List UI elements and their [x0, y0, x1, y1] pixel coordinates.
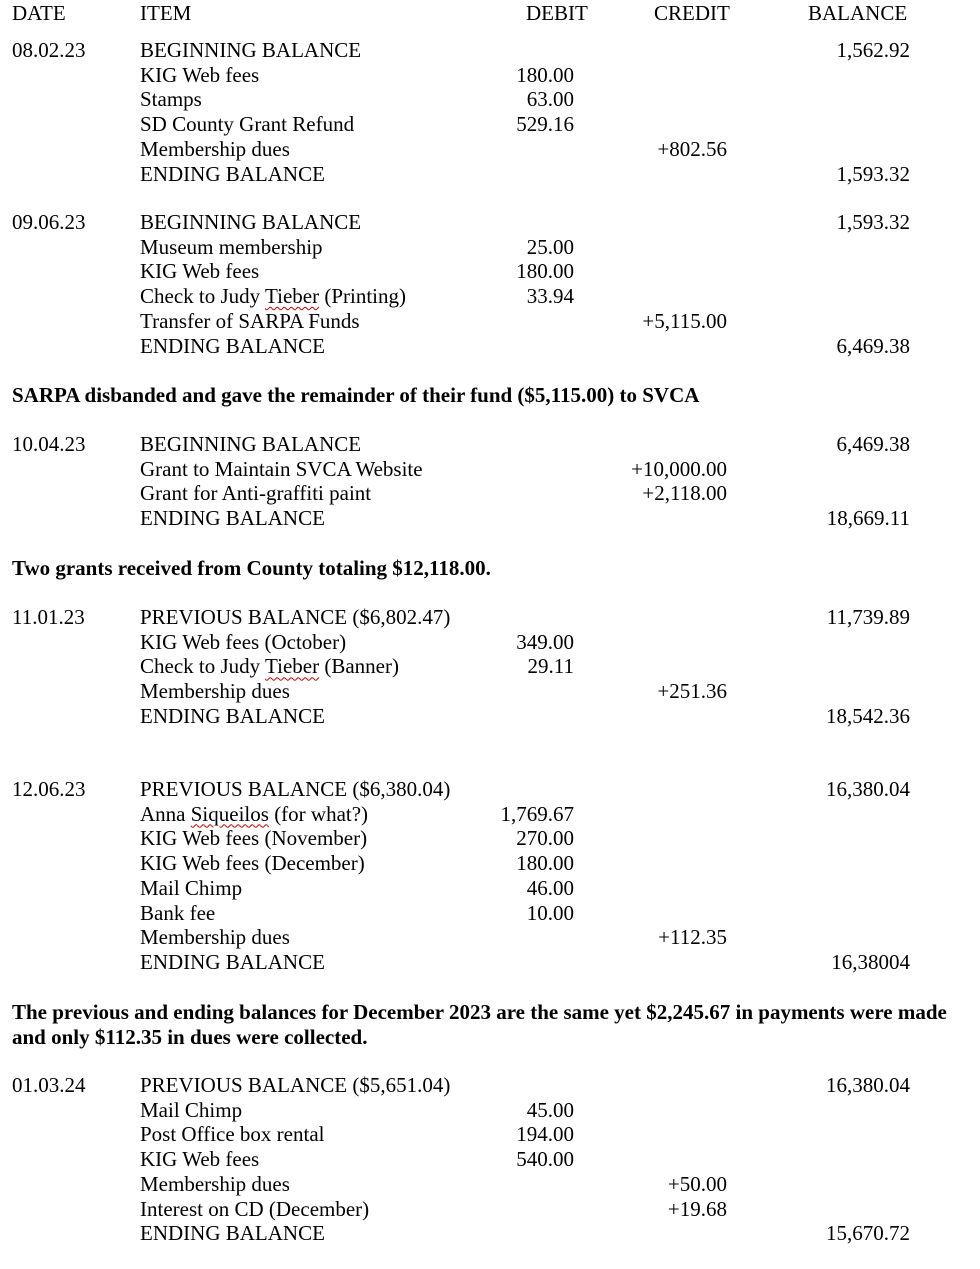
spellcheck-flagged-word: Tieber	[265, 284, 320, 309]
row-balance: 1,562.92	[836, 38, 910, 62]
row-item: Bank fee	[140, 900, 216, 925]
ledger-row	[0, 679, 980, 704]
row-item: Membership dues	[140, 136, 290, 161]
row-balance: 1,593.32	[836, 210, 910, 234]
row-debit: 349.00	[516, 629, 574, 654]
ledger-row	[0, 432, 980, 457]
ledger-row	[0, 137, 980, 162]
row-item: Mail Chimp	[140, 875, 243, 900]
row-date: 09.06.23	[12, 210, 86, 234]
ledger-row	[0, 826, 980, 851]
ledger-row	[0, 210, 980, 235]
row-item: BEGINNING BALANCE	[140, 432, 362, 456]
row-item: Post Office box rental	[140, 1122, 325, 1147]
row-item: ENDING BALANCE	[140, 1221, 325, 1246]
row-credit: +802.56	[657, 136, 727, 161]
row-debit: 10.00	[526, 900, 574, 925]
section-note: The previous and ending balances for December 2023 are the same yet $2,245.67 in payments were made and only $112.35 in dues were collected.	[12, 1000, 947, 1049]
ledger-row	[0, 334, 980, 359]
row-debit: 46.00	[526, 875, 574, 900]
row-balance: 15,670.72	[826, 1221, 910, 1246]
ledger-row	[0, 802, 980, 827]
ledger-row	[0, 630, 980, 655]
row-credit: +5,115.00	[642, 308, 727, 333]
section-note: SARPA disbanded and gave the remainder of their fund ($5,115.00) to SVCA	[12, 383, 700, 407]
ledger-row	[0, 284, 980, 309]
row-item: ENDING BALANCE	[140, 333, 325, 358]
row-balance: 18,669.11	[826, 506, 910, 531]
row-item: Transfer of SARPA Funds	[140, 308, 360, 333]
ledger-row	[0, 87, 980, 112]
ledger-row	[0, 925, 980, 950]
section-note: Two grants received from County totaling $12,118.00.	[12, 556, 491, 580]
header-item: ITEM	[140, 1, 192, 25]
row-item: Anna Siqueilos (for what?)	[140, 801, 369, 826]
row-item: KIG Web fees	[140, 259, 260, 284]
row-item: Membership dues	[140, 925, 290, 950]
row-debit: 1,769.67	[500, 801, 574, 826]
row-date: 08.02.23	[12, 38, 86, 62]
ledger-row	[0, 950, 980, 975]
row-item: PREVIOUS BALANCE ($5,651.04)	[140, 1073, 451, 1097]
row-item: Membership dues	[140, 1171, 290, 1196]
row-item: ENDING BALANCE	[140, 506, 325, 531]
row-credit: +2,118.00	[642, 481, 727, 506]
ledger-row	[0, 876, 980, 901]
ledger-row	[0, 1197, 980, 1222]
row-date: 11.01.23	[12, 605, 85, 629]
row-item: PREVIOUS BALANCE ($6,380.04)	[140, 777, 451, 801]
row-item: Stamps	[140, 87, 202, 112]
row-credit: +19.68	[667, 1196, 727, 1221]
ledger-row	[0, 112, 980, 137]
row-debit: 33.94	[526, 284, 574, 309]
row-date: 01.03.24	[12, 1073, 86, 1097]
row-item: Museum membership	[140, 234, 323, 259]
row-debit: 540.00	[516, 1147, 574, 1172]
row-debit: 194.00	[516, 1122, 574, 1147]
row-item: PREVIOUS BALANCE ($6,802.47)	[140, 605, 451, 629]
header-balance: BALANCE	[808, 1, 908, 25]
row-balance: 16,380.04	[826, 777, 910, 801]
row-item: Mail Chimp	[140, 1097, 243, 1122]
ledger-row	[0, 235, 980, 260]
row-debit: 529.16	[516, 112, 574, 137]
row-debit: 180.00	[516, 851, 574, 876]
row-debit: 29.11	[527, 654, 574, 679]
ledger-row	[0, 506, 980, 531]
row-item: ENDING BALANCE	[140, 949, 325, 974]
ledger-row	[0, 654, 980, 679]
ledger-row	[0, 259, 980, 284]
ledger-row	[0, 851, 980, 876]
ledger-row	[0, 901, 980, 926]
row-credit: +251.36	[657, 679, 727, 704]
row-item: Check to Judy Tieber (Banner)	[140, 654, 399, 679]
row-item: KIG Web fees	[140, 62, 260, 87]
header-credit: CREDIT	[654, 1, 730, 25]
row-item: ENDING BALANCE	[140, 161, 325, 186]
row-credit: +112.35	[658, 925, 727, 950]
ledger-row	[0, 1122, 980, 1147]
ledger-row	[0, 1073, 980, 1098]
ledger-row	[0, 457, 980, 482]
row-balance: 6,469.38	[836, 432, 910, 456]
ledger-row	[0, 38, 980, 63]
row-item: Check to Judy Tieber (Printing)	[140, 284, 407, 309]
row-item: SD County Grant Refund	[140, 112, 355, 137]
row-item: KIG Web fees (October)	[140, 629, 347, 654]
row-balance: 16,380.04	[826, 1073, 910, 1097]
row-item: KIG Web fees (November)	[140, 826, 368, 851]
spellcheck-flagged-word: Tieber	[265, 654, 320, 679]
row-date: 12.06.23	[12, 777, 86, 801]
row-item: Interest on CD (December)	[140, 1196, 370, 1221]
row-credit: +10,000.00	[631, 456, 727, 481]
ledger-row	[0, 63, 980, 88]
row-item: Membership dues	[140, 679, 290, 704]
row-item: KIG Web fees	[140, 1147, 260, 1172]
row-balance: 18,542.36	[826, 703, 910, 728]
row-balance: 1,593.32	[836, 161, 910, 186]
ledger-row	[0, 704, 980, 729]
row-balance: 6,469.38	[836, 333, 910, 358]
column-header-row	[0, 1, 980, 26]
ledger-row	[0, 1147, 980, 1172]
row-debit: 63.00	[526, 87, 574, 112]
spellcheck-flagged-word: Siqueilos	[190, 801, 269, 826]
row-item: Grant to Maintain SVCA Website	[140, 456, 423, 481]
row-debit: 180.00	[516, 62, 574, 87]
row-debit: 180.00	[516, 259, 574, 284]
row-item: KIG Web fees (December)	[140, 851, 365, 876]
ledger-row	[0, 481, 980, 506]
row-item: BEGINNING BALANCE	[140, 210, 362, 234]
row-debit: 270.00	[516, 826, 574, 851]
header-debit: DEBIT	[526, 1, 588, 25]
ledger-row	[0, 777, 980, 802]
ledger-row	[0, 605, 980, 630]
row-debit: 25.00	[526, 234, 574, 259]
row-balance: 16,38004	[831, 949, 910, 974]
row-date: 10.04.23	[12, 432, 86, 456]
header-date: DATE	[12, 1, 66, 25]
ledger-row	[0, 1172, 980, 1197]
row-credit: +50.00	[667, 1171, 727, 1196]
row-item: Grant for Anti-graffiti paint	[140, 481, 372, 506]
row-debit: 45.00	[526, 1097, 574, 1122]
ledger-row	[0, 1098, 980, 1123]
row-balance: 11,739.89	[826, 605, 910, 629]
ledger-row	[0, 1221, 980, 1246]
row-item: BEGINNING BALANCE	[140, 38, 362, 62]
ledger-row	[0, 309, 980, 334]
row-item: ENDING BALANCE	[140, 703, 325, 728]
ledger-row	[0, 162, 980, 187]
